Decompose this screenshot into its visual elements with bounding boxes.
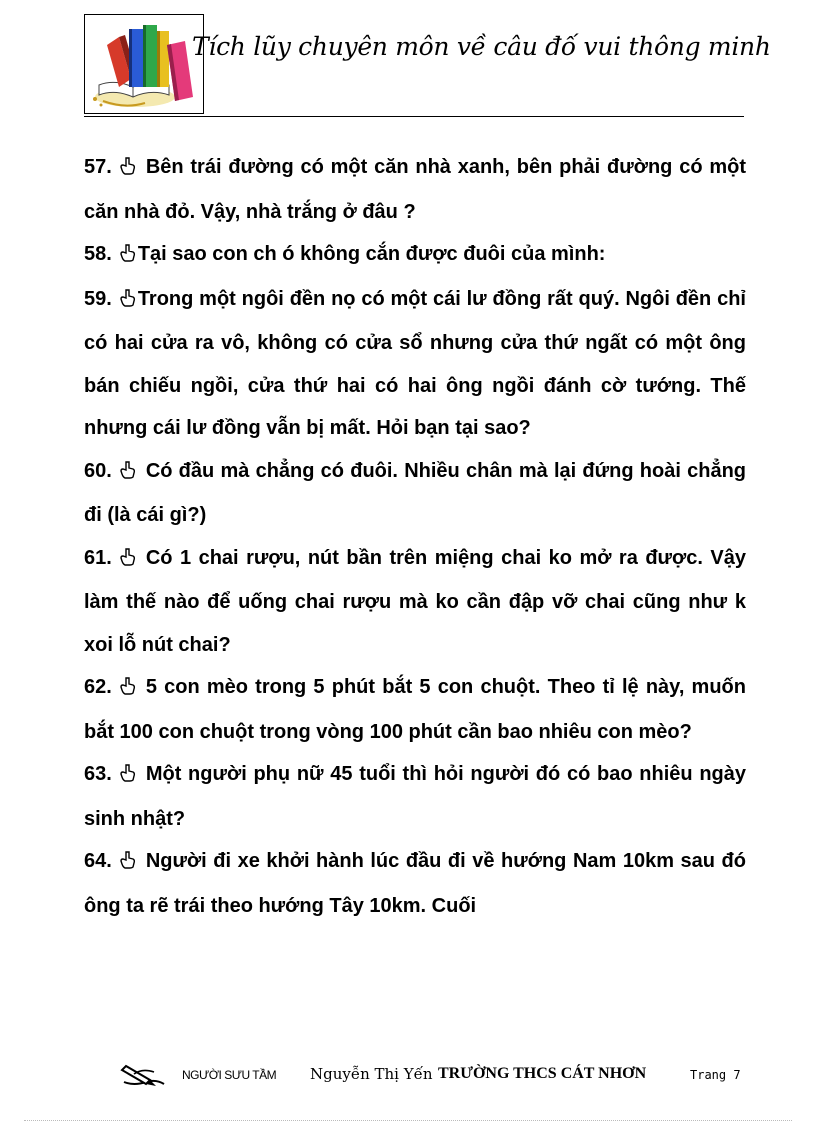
collector-label: NGƯỜI SƯU TẦM: [182, 1068, 277, 1082]
school-name: TRƯỜNG THCS CÁT NHƠN: [438, 1065, 647, 1082]
question-number: 64.: [84, 850, 112, 872]
question-list: [84, 146, 746, 927]
question-60: [84, 450, 746, 537]
pointing-hand-icon: [120, 755, 136, 798]
pointing-hand-icon: [120, 842, 136, 885]
pointing-hand-icon: [120, 235, 136, 278]
pointing-hand-icon: [120, 668, 136, 711]
question-number: 58.: [84, 243, 112, 265]
question-61: [84, 537, 746, 667]
question-number: 63.: [84, 763, 112, 785]
question-number: 60.: [84, 459, 112, 482]
page-bottom-edge: [24, 1120, 792, 1121]
question-number: 57.: [84, 156, 112, 178]
question-text: 5 con mèo trong 5 phút bắt 5 con chuột. Theo tỉ lệ này, muốn bắt 100 con chuột trong vòng 100 phút cần bao nhiêu con mèo?: [84, 676, 746, 743]
page-number: Trang 7: [690, 1068, 741, 1082]
question-62: [84, 666, 746, 753]
header-divider: [84, 116, 744, 117]
question-text: Một người phụ nữ 45 tuổi thì hỏi người đó có bao nhiêu ngày sinh nhật?: [84, 763, 746, 830]
question-text: Bên trái đường có một căn nhà xanh, bên phải đường có một căn nhà đỏ. Vậy, nhà trắng ở đâu ?: [84, 156, 746, 223]
question-number: 61.: [84, 546, 112, 569]
question-58: [84, 233, 746, 278]
question-57: [84, 146, 746, 233]
books-icon: [84, 14, 204, 114]
author-name: Nguyễn Thị Yến: [310, 1065, 433, 1083]
question-number: 59.: [84, 287, 112, 310]
question-64: [84, 840, 746, 927]
question-59: [84, 278, 746, 450]
pointing-hand-icon: [120, 280, 136, 323]
question-text: Có đầu mà chẳng có đuôi. Nhiều chân mà lại đứng hoài chẳng đi (là cái gì?): [84, 459, 746, 526]
question-text: Người đi xe khởi hành lúc đầu đi về hướng Nam 10km sau đó ông ta rẽ trái theo hướng Tây 10km. Cuối: [84, 850, 746, 917]
pen-drawing-icon: [120, 1060, 168, 1095]
page-header: [84, 14, 771, 116]
question-text: Có 1 chai rượu, nút bần trên miệng chai ko mở ra được. Vậy làm thế nào để uống chai rượu mà ko cần đập vỡ chai cũng như k xoi lỗ nút chai?: [84, 546, 746, 656]
question-text: Trong một ngôi đền nọ có một cái lư đồng rất quý. Ngôi đền chỉ có hai cửa ra vô, không có cửa sổ nhưng cửa thứ ngất có một ông bán chiếu ngồi, cửa thứ hai có hai ông ngồi đánh cờ tướng. Thế nhưng cái lư đồng vẫn bị mất. Hỏi bạn tại sao?: [84, 287, 746, 439]
question-63: [84, 753, 746, 840]
question-number: 62.: [84, 676, 112, 698]
page-footer: [120, 1060, 760, 1094]
pointing-hand-icon: [120, 539, 136, 582]
pointing-hand-icon: [120, 452, 136, 495]
pointing-hand-icon: [120, 148, 136, 191]
question-text: Tại sao con ch ó không cắn được đuôi của mình:: [137, 243, 606, 265]
page-title: Tích lũy chuyên môn về câu đố vui thông minh: [192, 32, 771, 61]
